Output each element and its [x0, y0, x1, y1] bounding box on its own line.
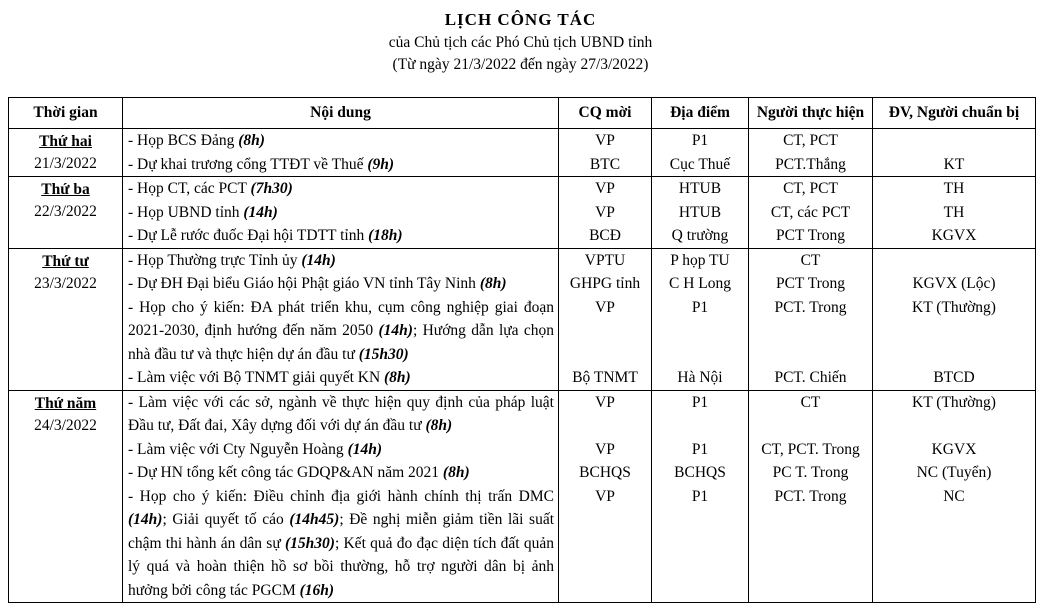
column-header-prep: ĐV, Người chuẩn bị — [873, 98, 1036, 129]
content-cell — [123, 129, 559, 177]
day-name: Thứ hai — [39, 133, 92, 150]
day-cell — [9, 390, 123, 603]
day-cell — [9, 248, 123, 390]
day-row-tuesday — [9, 177, 1036, 249]
person-cell: CT, PCT PCT.Thắng — [749, 129, 873, 177]
place-cell: P họp TU C H Long P1 Hà Nội — [652, 248, 749, 390]
day-date: 23/3/2022 — [34, 274, 97, 292]
prep-cell: KGVX (Lộc) KT (Thường) BTCD — [873, 248, 1036, 390]
schedule-item: - Họp UBND tỉnh (14h) — [128, 203, 278, 221]
schedule-item: - Dự khai trương cổng TTĐT về Thuế (9h) — [128, 155, 395, 173]
schedule-item: - Họp CT, các PCT (7h30) — [128, 180, 293, 197]
schedule-item: - Dự HN tổng kết công tác GDQP&AN năm 2021 (8h) — [128, 464, 470, 481]
column-header-time: Thời gian — [9, 98, 123, 129]
column-header-cq: CQ mời — [559, 98, 652, 129]
table-header-row — [9, 98, 1036, 129]
schedule-item: - Dự Lễ rước đuốc Đại hội TDTT tỉnh (18h) — [128, 227, 403, 244]
schedule-item: - Làm việc với Bộ TNMT giải quyết KN (8h) — [128, 369, 411, 386]
place-cell: P1 P1 BCHQS P1 — [652, 390, 749, 603]
prep-cell: KT (Thường) KGVX NC (Tuyển) NC — [873, 390, 1036, 603]
day-name: Thứ ba — [41, 181, 90, 198]
schedule-item: - Họp BCS Đảng (8h) — [128, 132, 265, 149]
schedule-item: - Làm việc với các sở, ngành về thực hiện quy định của pháp luật Đầu tư, Đất đai, Xây dựng đối với dự án đầu tư (8h) — [128, 393, 554, 434]
schedule-item: - Họp cho ý kiến: ĐA phát triển khu, cụm công nghiệp giai đoạn 2021-2030, định hướng đến năm 2050 (14h); Hướng dẫn lựa chọn nhà đầu tư và thực hiện dự án đầu tư (15h30) — [128, 298, 554, 363]
document-header — [0, 0, 1041, 76]
day-name: Thứ tư — [42, 252, 89, 270]
day-row-wednesday — [9, 248, 1036, 390]
column-header-place: Địa điểm — [652, 98, 749, 129]
day-date: 24/3/2022 — [34, 416, 97, 434]
column-header-content: Nội dung — [123, 98, 559, 129]
prep-cell: KT — [873, 129, 1036, 177]
schedule-item: - Họp cho ý kiến: Điều chỉnh địa giới hành chính thị trấn DMC (14h); Giải quyết tố cáo (14h45); Đề nghị miễn giảm tiền lãi suất chậm thi hành án dân sự (15h30); Kết quả đo đạc diện tích đất quản lý quá và hoàn thiện hồ sơ bồi thường, hỗ trợ người dân bị ảnh hưởng bởi công tác PGCM (16h) — [128, 487, 555, 599]
schedule-table — [8, 97, 1036, 603]
document-title: LỊCH CÔNG TÁC — [444, 10, 597, 29]
person-cell: CT CT, PCT. Trong PC T. Trong PCT. Trong — [749, 390, 873, 603]
schedule-item: - Làm việc với Cty Nguyễn Hoàng (14h) — [128, 440, 383, 458]
day-date: 21/3/2022 — [34, 155, 97, 172]
day-row-monday — [9, 129, 1036, 177]
cq-cell: VP VP BCĐ — [559, 177, 652, 249]
day-cell — [9, 129, 123, 177]
document-subtitle: của Chủ tịch các Phó Chủ tịch UBND tỉnh — [388, 34, 653, 51]
column-header-person: Người thực hiện — [749, 98, 873, 129]
day-date: 22/3/2022 — [34, 203, 97, 220]
place-cell: P1 Cục Thuế — [652, 129, 749, 177]
cq-cell: VP BTC — [559, 129, 652, 177]
place-cell: HTUB HTUB Q trường — [652, 177, 749, 249]
day-name: Thứ năm — [34, 394, 97, 412]
content-cell — [123, 390, 559, 603]
person-cell: CT, PCT CT, các PCT PCT Trong — [749, 177, 873, 249]
cq-cell: VP VP BCHQS VP — [559, 390, 652, 603]
day-cell — [9, 177, 123, 249]
content-cell — [123, 177, 559, 249]
prep-cell: TH TH KGVX — [873, 177, 1036, 249]
person-cell: CT PCT Trong PCT. Trong PCT. Chiến — [749, 248, 873, 390]
schedule-item: - Dự ĐH Đại biểu Giáo hội Phật giáo VN tỉnh Tây Ninh (8h) — [128, 275, 507, 292]
content-cell — [123, 248, 559, 390]
date-range: (Từ ngày 21/3/2022 đến ngày 27/3/2022) — [392, 56, 649, 73]
schedule-item: - Họp Thường trực Tỉnh ủy (14h) — [128, 251, 336, 269]
cq-cell: VPTU GHPG tỉnh VP Bộ TNMT — [559, 248, 652, 390]
day-row-thursday — [9, 390, 1036, 603]
